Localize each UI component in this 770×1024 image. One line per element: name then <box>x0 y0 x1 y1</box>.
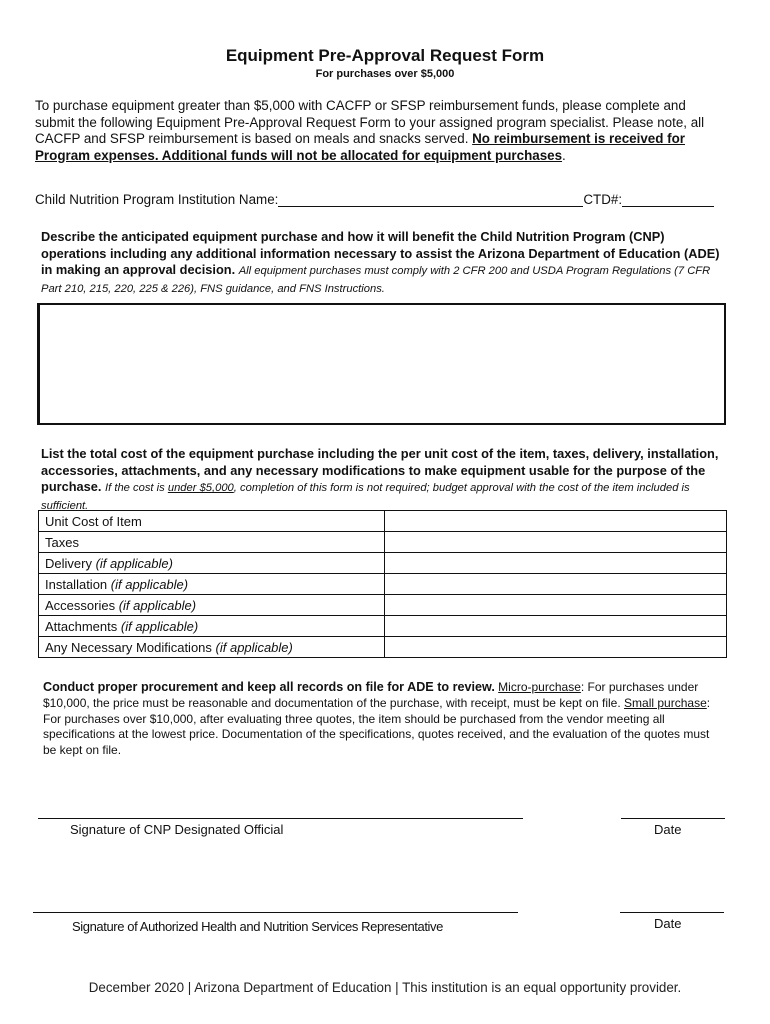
cost-row-value-field[interactable] <box>385 532 727 553</box>
representative-signature-line[interactable] <box>33 912 518 913</box>
table-row <box>39 511 727 532</box>
ctd-label: CTD#: <box>583 192 623 207</box>
cost-row-value-field[interactable] <box>385 616 727 637</box>
cost-heading: List the total cost of the equipment purchase including the per unit cost of the item, taxes, delivery, installation, accessories, attachments, and any necessary modifications to make equipment usable for the purpose of the purchase. <box>41 446 719 494</box>
row-qualifier: (if applicable) <box>95 555 173 571</box>
cost-row-value-field[interactable] <box>385 595 727 616</box>
row-label-text: Taxes <box>45 534 79 550</box>
table-row <box>39 553 727 574</box>
table-row <box>39 532 727 553</box>
row-qualifier: (if applicable) <box>215 639 293 655</box>
intro-paragraph <box>35 98 725 164</box>
table-row <box>39 637 727 658</box>
row-label-text: Unit Cost of Item <box>45 513 142 529</box>
official-signature-label: Signature of CNP Designated Official <box>70 822 284 837</box>
cost-row-value-field[interactable] <box>385 637 727 658</box>
row-label-text: Installation <box>45 576 108 592</box>
cost-row-label <box>39 637 385 658</box>
cost-note-after: , completion of this form is not required; budget approval with the cost of the item included is sufficient. <box>41 482 690 512</box>
cost-row-value-field[interactable] <box>385 574 727 595</box>
institution-row <box>35 192 725 207</box>
row-qualifier: (if applicable) <box>118 597 197 613</box>
form-subtitle: For purchases over $5,000 <box>315 68 455 80</box>
representative-signature-label: Signature of Authorized Health and Nutrition Services Representative <box>72 919 443 934</box>
official-date-label: Date <box>654 822 682 837</box>
ctd-field[interactable] <box>622 192 714 207</box>
procurement-paragraph <box>43 680 723 759</box>
intro-emphasis: No reimbursement is received for Program expenses. Additional funds will not be allocated for equipment purchases <box>35 131 685 163</box>
representative-date-label: Date <box>654 916 682 931</box>
describe-heading: Describe the anticipated equipment purchase and how it will benefit the Child Nutrition Program (CNP) operations including any additional information necessary to assist the Arizona Department of Education (ADE) in making an approval decision. <box>41 229 720 277</box>
cost-row-label <box>39 595 385 616</box>
official-signature-line[interactable] <box>38 818 523 819</box>
cost-note <box>41 482 690 512</box>
page-footer: December 2020 | Arizona Department of Education | This institution is an equal opportunity provider. <box>88 980 682 995</box>
institution-name-field[interactable] <box>278 192 583 207</box>
small-purchase-text: : For purchases over $10,000, after evaluating three quotes, the item should be purchased from the vendor meeting all specifications at the lowest price. Documentation of the specifications, quotes received, and the evaluation of the quotes must be kept on file. <box>43 695 711 758</box>
row-label-text: Delivery <box>45 555 92 571</box>
representative-date-line[interactable] <box>620 912 724 913</box>
intro-end: . <box>562 147 566 163</box>
describe-note: All equipment purchases must comply with 2 CFR 200 and USDA Program Regulations (7 CFR Part 210, 215, 220, 225 & 226), FNS guidance, and FNS Instructions. <box>41 265 711 295</box>
form-title: Equipment Pre-Approval Request Form <box>225 46 545 65</box>
small-purchase-label: Small purchase <box>624 695 707 710</box>
table-row <box>39 574 727 595</box>
procurement-heading: Conduct proper procurement and keep all records on file for ADE to review. <box>43 680 495 694</box>
institution-name-label: Child Nutrition Program Institution Name: <box>35 192 279 207</box>
micro-purchase-text: : For purchases under $10,000, the price must be reasonable and documentation of the purchase, with receipt, must be kept on file. <box>43 680 699 710</box>
cost-row-label <box>39 511 385 532</box>
cost-row-value-field[interactable] <box>385 553 727 574</box>
cost-row-value-field[interactable] <box>385 511 727 532</box>
cost-row-label <box>39 574 385 595</box>
cost-table <box>38 510 727 658</box>
cost-row-label <box>39 553 385 574</box>
description-textbox[interactable] <box>37 303 726 425</box>
intro-text: To purchase equipment greater than $5,000 with CACFP or SFSP reimbursement funds, please complete and submit the following Equipment Pre-Approval Request Form to your assigned program specialist. Please note, all CACFP and SFSP reimbursement is based on meals and snacks served. <box>35 98 705 146</box>
row-label-text: Any Necessary Modifications <box>45 639 212 655</box>
row-qualifier: (if applicable) <box>110 576 189 592</box>
cost-row-label <box>39 616 385 637</box>
official-date-line[interactable] <box>621 818 725 819</box>
row-label-text: Accessories <box>45 597 116 613</box>
row-qualifier: (if applicable) <box>120 618 199 634</box>
cost-row-label <box>39 532 385 553</box>
table-row <box>39 616 727 637</box>
cost-note-before: If the cost is <box>105 482 168 494</box>
table-row <box>39 595 727 616</box>
micro-purchase-label: Micro-purchase <box>498 680 581 694</box>
cost-section <box>41 446 725 514</box>
describe-section <box>41 229 725 297</box>
row-label-text: Attachments <box>45 618 118 634</box>
cost-note-underlined: under $5,000 <box>167 482 234 494</box>
